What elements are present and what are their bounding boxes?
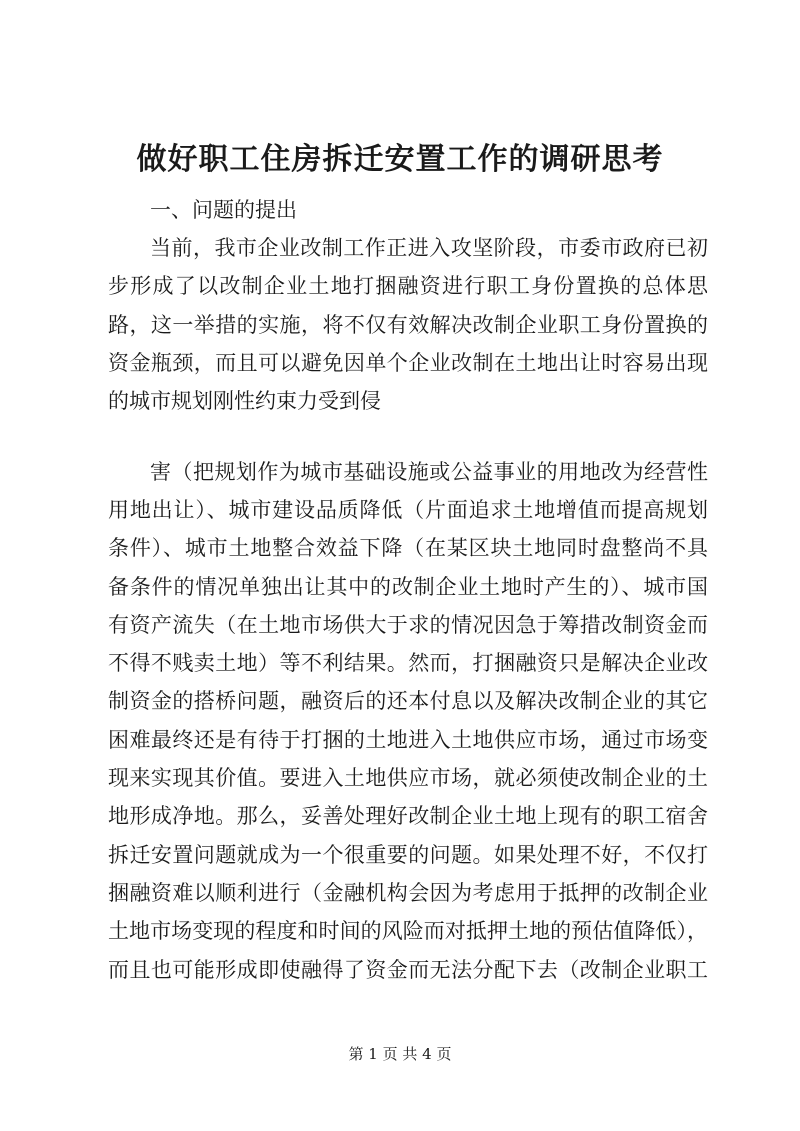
paragraph-line: 路，这一举措的实施，将不仅有效解决改制企业职工身份置换的: [108, 313, 708, 337]
paragraph-line: 土地市场变现的程度和时间的风险而对抵押土地的预估值降低），: [108, 919, 708, 943]
paragraph-line: 而且也可能形成即使融得了资金而无法分配下去（改制企业职工: [108, 958, 708, 982]
paragraph-line: 当前，我市企业改制工作正进入攻坚阶段，市委市政府已初: [150, 236, 708, 260]
paragraph-line: 捆融资难以顺利进行（金融机构会因为考虑用于抵押的改制企业: [108, 881, 708, 905]
section-heading: 一、问题的提出: [150, 198, 297, 222]
paragraph-line: 资金瓶颈，而且可以避免因单个企业改制在土地出让时容易出现: [108, 351, 708, 375]
paragraph-line: 有资产流失（在土地市场供大于求的情况因急于筹措改制资金而: [108, 613, 708, 637]
paragraph-line: 条件）、城市土地整合效益下降（在某区块土地同时盘整尚不具: [108, 536, 708, 560]
paragraph-line: 的城市规划刚性约束力受到侵: [108, 389, 381, 413]
paragraph-line: 现来实现其价值。要进入土地供应市场，就必须使改制企业的土: [108, 766, 708, 790]
paragraph-line: 备条件的情况单独出让其中的改制企业土地时产生的）、城市国: [108, 575, 708, 599]
paragraph-line: 拆迁安置问题就成为一个很重要的问题。如果处理不好，不仅打: [108, 843, 708, 867]
paragraph-line: 地形成净地。那么，妥善处理好改制企业土地上现有的职工宿舍: [108, 804, 708, 828]
paragraph-line: 制资金的搭桥问题，融资后的还本付息以及解决改制企业的其它: [108, 689, 708, 713]
paragraph-line: 害（把规划作为城市基础设施或公益事业的用地改为经营性: [150, 460, 708, 484]
paragraph-line: 困难最终还是有待于打捆的土地进入土地供应市场，通过市场变: [108, 728, 708, 752]
paragraph-line: 不得不贱卖土地）等不利结果。然而，打捆融资只是解决企业改: [108, 651, 708, 675]
page-number-footer: 第 1 页 共 4 页: [348, 1045, 452, 1063]
paragraph-line: 用地出让）、城市建设品质降低（片面追求土地增值而提高规划: [108, 498, 708, 522]
document-title: 做好职工住房拆迁安置工作的调研思考: [136, 142, 664, 177]
paragraph-line: 步形成了以改制企业土地打捆融资进行职工身份置换的总体思: [108, 274, 708, 298]
